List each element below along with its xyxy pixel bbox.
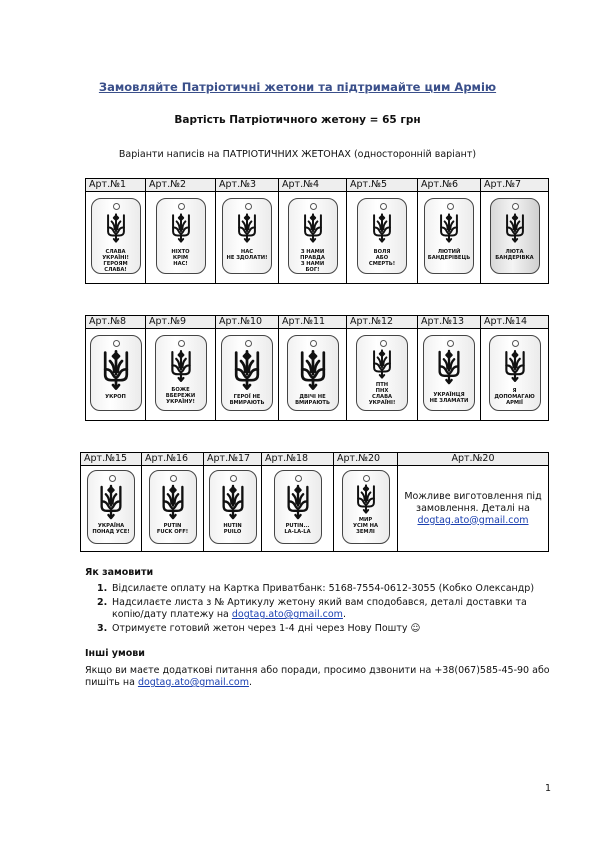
list-item [85,623,555,635]
article-label: Арт.№12 [347,316,418,329]
how-to-order-heading: Як замовити [85,567,154,578]
article-label: Арт.№11 [279,316,347,329]
trident-icon [298,348,328,392]
tags-table-3 [80,452,549,552]
dogtag-text: ЛЮТИЙ БАНДЕРІВЕЦЬ [427,248,471,261]
trident-icon [436,348,462,386]
dogtag-image [87,470,135,544]
dogtag-text: З НАМИ ПРАВДА З НАМИ БОГ! [300,248,325,273]
step-text-end: . [342,609,346,620]
article-label: Арт.№10 [216,316,279,329]
email-link[interactable]: dogtag.ato@gmail.com [137,677,249,688]
order-steps-list [85,583,555,637]
trident-icon [105,211,127,245]
dogtag-image [423,335,475,411]
article-label: Арт.№8 [86,316,146,329]
dogtag-image [356,335,408,411]
dogtag-image [342,470,390,544]
dogtag-text: Я ДОПОМАГАЮ АРМІЇ [494,387,535,406]
dogtag-image [156,198,206,274]
article-label: Арт.№15 [81,453,142,466]
dogtag-text: ГЕРОЇ НЕ ВМИРАЮТЬ [229,393,265,406]
contact-text: Якщо ви маєте додаткові питання або поради, просимо дзвонити на +38(067)585-45-90 або пишіть на [85,665,550,688]
trident-icon [302,211,324,245]
dogtag-image [287,335,339,411]
trident-icon [236,211,258,245]
trident-icon [160,483,186,521]
step-text: Отримуєте готовий жетон через 1-4 дні через Нову Пошту ☺ [112,623,421,634]
dogtag-text: HUTIN PUILO [223,522,242,535]
tags-table-2 [85,315,549,421]
dogtag-text: НАС НЕ ЗДОЛАТИ! [226,248,268,261]
other-terms-text [85,665,555,689]
trident-icon [170,211,192,245]
article-label: Арт.№20 [398,453,549,466]
article-label: Арт.№4 [279,179,347,192]
step-number: 1. [97,583,108,594]
dogtag-image [489,335,541,411]
article-label: Арт.№20 [334,453,398,466]
trident-icon [285,483,311,521]
article-label: Арт.№3 [216,179,279,192]
page-number: 1 [545,783,552,794]
list-item [85,583,555,595]
dogtag-image [274,470,322,544]
dogtag-image [155,335,207,411]
dogtag-image [90,335,142,411]
step-text: Відсилаєте оплату на Картка Приватбанк: 5168-7554-0612-3055 (Кобко Олександр) [112,583,535,594]
price-line: Вартість Патріотичного жетону = 65 грн [174,114,421,126]
dogtag-text: ДВІЧІ НЕ ВМИРАЮТЬ [295,393,330,406]
other-terms-heading: Інші умови [85,648,145,659]
dogtag-text: НІХТО КРІМ НАС! [171,248,190,267]
list-item [85,597,555,621]
email-link[interactable]: dogtag.ato@gmail.com [231,609,343,620]
article-label: Арт.№7 [481,179,549,192]
dogtag-text: УКРОП [105,393,126,400]
article-label: Арт.№1 [86,179,146,192]
dogtag-text: БОЖЕ ВБЕРЕЖИ УКРАЇНУ! [165,386,196,405]
dogtag-image [424,198,474,274]
custom-order-text: Можливе виготовлення під замовлення. Деталі на [404,490,542,514]
tags-table-1 [85,178,549,284]
trident-icon [101,348,131,392]
dogtag-text: PUTIN FUCK OFF! [156,522,189,535]
dogtag-text: СЛАВА УКРАЇНІ! ГЕРОЯМ СЛАВА! [102,248,129,273]
dogtag-text: ПТН ПНХ СЛАВА УКРАЇНІ! [368,381,396,406]
dogtag-image [209,470,257,544]
trident-icon [232,348,262,392]
trident-icon [504,211,526,245]
dogtag-text: УКРАЇНА ПОНАД УСЕ! [92,522,130,535]
trident-icon [169,348,193,384]
trident-icon [355,483,377,515]
dogtag-image [221,335,273,411]
dogtag-text: PUTIN... LA-LA-LA [284,522,311,535]
dogtag-image [149,470,197,544]
article-label: Арт.№17 [204,453,262,466]
dogtag-text: ВОЛЯ АБО СМЕРТЬ! [368,248,396,267]
dogtag-image [357,198,407,274]
dogtag-image [222,198,272,274]
trident-icon [98,483,124,521]
article-label: Арт.№5 [347,179,418,192]
dogtag-image [288,198,338,274]
dogtag-text: УКРАЇНЦЯ НЕ ЗЛАМАТИ [429,391,469,404]
trident-icon [503,348,527,384]
trident-icon [371,211,393,245]
article-label: Арт.№13 [418,316,481,329]
dogtag-image [490,198,540,274]
dogtag-image [91,198,141,274]
article-label: Арт.№16 [142,453,204,466]
custom-order-cell [398,466,549,552]
contact-text-end: . [248,677,252,688]
article-label: Арт.№2 [146,179,216,192]
trident-icon [371,348,393,380]
dogtag-text: ЛЮТА БАНДЕРІВКА [495,248,534,261]
step-number: 2. [97,597,108,608]
email-link[interactable]: dogtag.ato@gmail.com [417,514,529,526]
page-title: Замовляйте Патріотичні жетони та підтримайте цим Армію [98,80,497,94]
variants-caption: Варіанти написів на ПАТРІОТИЧНИХ ЖЕТОНАХ (односторонній варіант) [118,149,477,160]
step-text: Надсилаєте листа з № Артикулу жетону який вам сподобався, деталі доставки та копію/дату платежу на [112,597,527,620]
dogtag-text: МИР УСІМ НА ЗЕМЛІ [352,516,379,535]
article-label: Арт.№6 [418,179,481,192]
step-number: 3. [97,623,108,634]
article-label: Арт.№9 [146,316,216,329]
trident-icon [438,211,460,245]
article-label: Арт.№14 [481,316,549,329]
article-label: Арт.№18 [262,453,334,466]
trident-icon [220,483,246,521]
